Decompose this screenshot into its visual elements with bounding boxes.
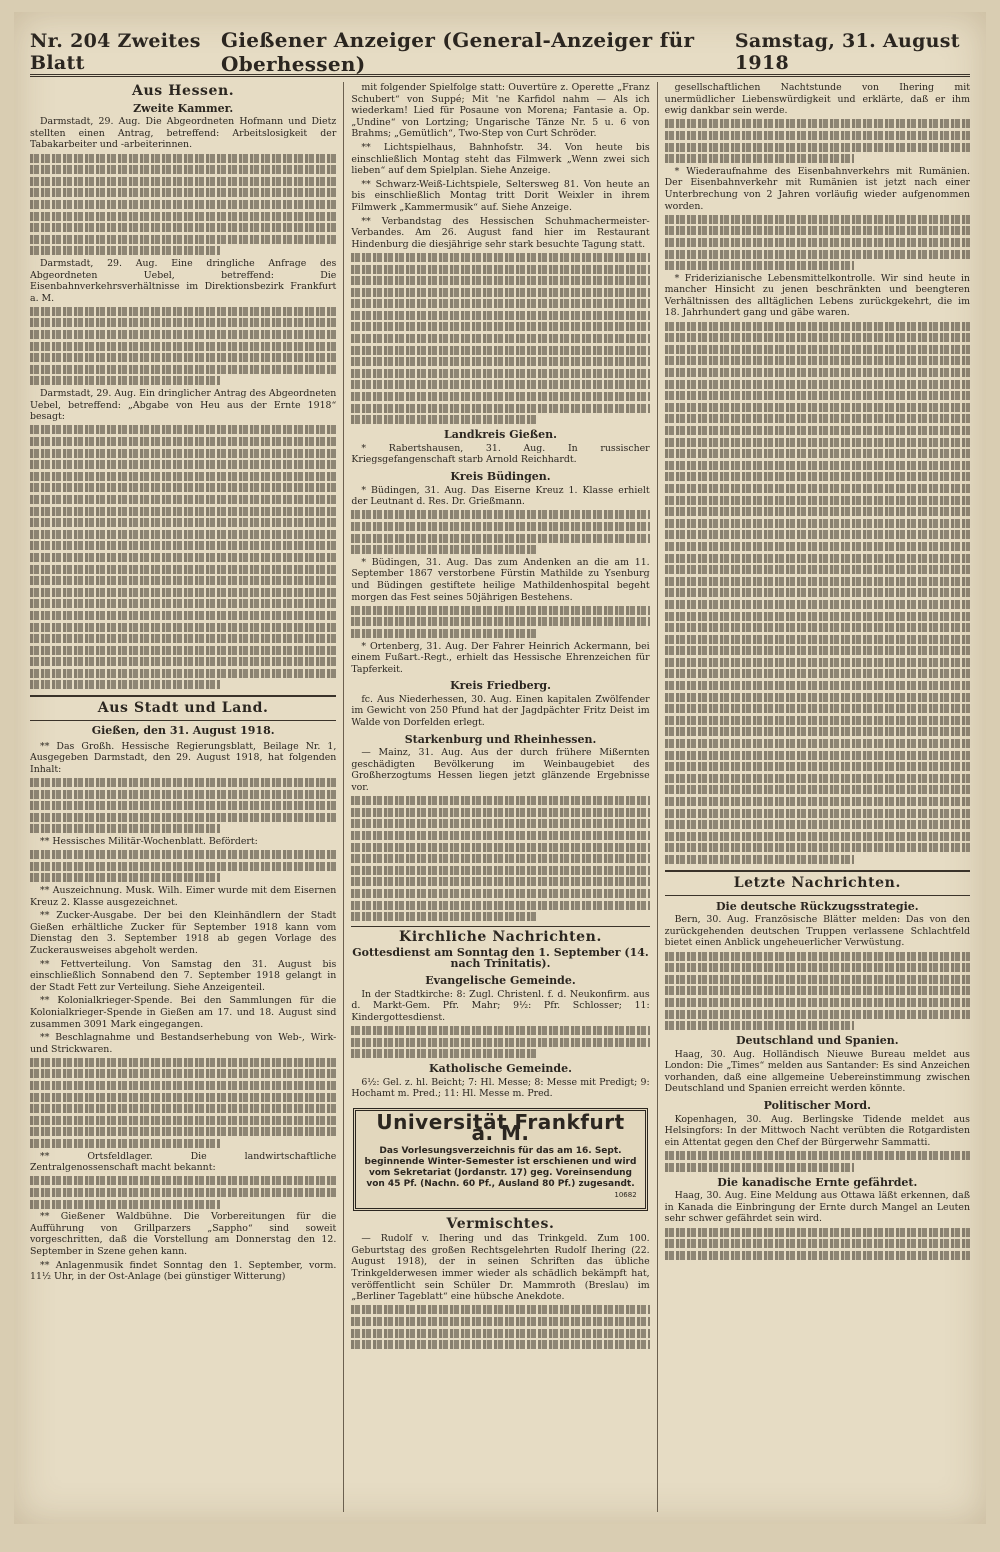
illegible-text-line (665, 1251, 970, 1260)
issue-date: Samstag, 31. August 1918 (734, 30, 960, 74)
article-paragraph: Haag, 30. Aug. Holländisch Nieuwe Bureau meldet aus London: Die „Times“ melden aus Santander: Es sind Anzeichen vorhanden, daß eine allgemeine Uebereinstimmung zwischen Deutschland und Spanien erreicht werden könnte. (664, 1048, 970, 1095)
illegible-text-line (665, 519, 970, 528)
illegible-text-line (351, 534, 649, 543)
illegible-text-line (30, 634, 336, 643)
illegible-text-line (30, 223, 336, 232)
illegible-text-line (30, 460, 336, 469)
article-paragraph: ** Kolonialkrieger-Spende. Bei den Sammlungen für die Kolonialkrieger-Spende in Gießen am 17. und 18. August sind zusammen 3091 Mark eingegangen. (30, 995, 337, 1030)
illegible-text-line (30, 200, 336, 209)
illegible-text-line (665, 154, 854, 163)
masthead (30, 30, 970, 77)
article-paragraph: ** Beschlagnahme und Bestandserhebung von Web-, Wirk- und Strickwaren. (30, 1032, 337, 1055)
illegible-text-line (30, 1058, 336, 1067)
article-paragraph: ** Anlagenmusik findet Sonntag den 1. September, vorm. 11½ Uhr, in der Ost-Anlage (bei günstiger Witterung) (30, 1259, 337, 1283)
illegible-text-line (665, 623, 970, 632)
illegible-text-line (665, 843, 970, 852)
illegible-text-line (30, 307, 336, 316)
illegible-text-line (30, 518, 336, 527)
article-paragraph: * Büdingen, 31. Aug. Das zum Andenken an die am 11. September 1867 verstorbene Fürstin Mathilde zu Ysenburg und Büdingen gestiftete heilige Mathildenhospital begeht morgen das Fest seines 50jährigen Bestehens. (351, 556, 650, 603)
illegible-text-line (30, 576, 336, 585)
section-heading-aus-stadt-und-land: Aus Stadt und Land. (97, 700, 269, 717)
illegible-text-line (351, 288, 649, 297)
advertisement-text: Das Vorlesungsverzeichnis für das am 16. Sept. beginnende Winter-Semester ist erschienen und wird vom Sekretariat (Jordanstr. 17) geg. Voreinsendung von 45 Pf. (Nachn. 60 Pf., Ausland 80 Pf.) zugesandt. (364, 1146, 637, 1190)
illegible-text-line (30, 425, 336, 434)
illegible-text-line (665, 554, 970, 563)
illegible-text-line (665, 716, 970, 725)
illegible-text-line (665, 1163, 854, 1172)
illegible-text-line (665, 704, 970, 713)
article-paragraph: Darmstadt, 29. Aug. Eine dringliche Anfrage des Abgeordneten Uebel, betreffend: Die Eisenbahnverkehrsverhältnisse im Direktionsbezirk Frankfurt a. M. (30, 257, 337, 304)
illegible-text-line (351, 357, 649, 366)
illegible-text-line (665, 333, 970, 342)
illegible-text-line (30, 530, 336, 539)
illegible-text-line (665, 751, 970, 760)
illegible-text-line (30, 1139, 220, 1148)
illegible-text-line (665, 414, 970, 423)
article-paragraph: ** Verbandstag des Hessischen Schuhmachermeister-Verbandes. Am 26. August fand hier im Restaurant Hindenburg die diesjährige sehr stark besuchte Tagung statt. (351, 215, 650, 250)
illegible-text-line (665, 461, 970, 470)
illegible-text-line (351, 617, 649, 626)
illegible-text-line (665, 646, 970, 655)
illegible-text-line (351, 866, 649, 875)
article-paragraph: ** Hessisches Militär-Wochenblatt. Befördert: (40, 836, 258, 847)
illegible-text-line (30, 1093, 336, 1102)
illegible-text-line (351, 1049, 536, 1058)
illegible-text-line (665, 1228, 970, 1237)
illegible-text-line (665, 774, 970, 783)
illegible-text-line (351, 322, 649, 331)
article-paragraph: ** Fettverteilung. Von Samstag den 31. August bis einschließlich Sonnabend den 7. September 1918 gelangt in der Stadt Fett zur Verteilung. Siehe Anzeigenteil. (30, 958, 337, 993)
illegible-text-line (30, 342, 336, 351)
article-paragraph: ** Lichtspielhaus, Bahnhofstr. 34. Von heute bis einschließlich Montag steht das Filmwerk „Wenn zwei sich lieben“ auf dem Spielplan. Siehe Anzeige. (351, 141, 650, 177)
section-heading-kirchliche-nachrichten: Kirchliche Nachrichten. (399, 929, 602, 946)
illegible-text-line (665, 542, 970, 551)
subheading-politischer-mord: Politischer Mord. (763, 1099, 871, 1113)
illegible-text-line (351, 415, 536, 424)
divider (351, 926, 649, 927)
column-1 (30, 82, 343, 1512)
article-paragraph: In der Stadtkirche: 8: Zugl. Christenl. f. d. Neukonfirm. aus d. Markt-Gem. Pfr. Mahr; 9½: Pfr. Schlosser; 11: Kindergottesdienst. (351, 988, 650, 1023)
illegible-text-line (30, 483, 336, 492)
illegible-text-line (665, 681, 970, 690)
article-paragraph: ** Ortsfeldlager. Die landwirtschaftliche Zentralgenossenschaft macht bekannt: (30, 1150, 337, 1174)
illegible-text-line (30, 611, 336, 620)
illegible-text-line (30, 246, 220, 255)
subheading-landkreis-giessen: Landkreis Gießen. (444, 428, 557, 442)
newspaper-page (14, 12, 986, 1524)
illegible-text-line (665, 855, 854, 864)
illegible-text-line (665, 345, 970, 354)
illegible-text-line (665, 449, 970, 458)
illegible-text-line (30, 507, 336, 516)
article-paragraph: Darmstadt, 29. Aug. Ein dringlicher Antrag des Abgeordneten Uebel, betreffend: „Abgabe von Heu aus der Ernte 1918“ besagt: (30, 388, 337, 423)
illegible-text-line (665, 727, 970, 736)
illegible-text-line (30, 437, 336, 446)
illegible-text-line (665, 693, 970, 702)
illegible-text-line (665, 577, 970, 586)
illegible-text-line (665, 635, 970, 644)
article-paragraph: * Rabertshausen, 31. Aug. In russischer Kriegsgefangenschaft starb Arnold Reichhardt. (351, 442, 650, 466)
newspaper-title: Gießener Anzeiger (General-Anzeiger für Oberhessen) (221, 28, 695, 76)
illegible-text-line (665, 143, 970, 152)
section-divider (665, 870, 970, 896)
subheading-rueckzugsstrategie: Die deutsche Rückzugsstrategie. (716, 899, 919, 913)
illegible-text-line (351, 510, 649, 519)
article-paragraph: ** Schwarz-Weiß-Lichtspiele, Seltersweg 81. Von heute an bis einschließlich Montag tritt Dorit Weixler in ihrem Filmwerk „Kammermusik“ auf. Siehe Anzeige. (351, 178, 650, 213)
illegible-text-line (665, 131, 970, 140)
illegible-text-line (665, 588, 970, 597)
subheading-zweite-kammer: Zweite Kammer. (133, 101, 234, 115)
illegible-text-line (30, 1081, 336, 1090)
illegible-text-line (665, 658, 970, 667)
illegible-text-line (665, 322, 970, 331)
illegible-text-line (351, 545, 536, 554)
illegible-text-line (30, 553, 336, 562)
illegible-text-line (665, 998, 970, 1007)
illegible-text-line (351, 392, 649, 401)
advertisement-title: Universität Frankfurt a. M. (376, 1109, 625, 1146)
illegible-text-line (665, 496, 970, 505)
article-paragraph: mit folgender Spielfolge statt: Ouvertüre z. Operette „Franz Schubert“ von Suppé; Mit 'ne Karfidol nahm — Als ich wiederkam! Lied für Posaune von Morena; Fantasie a. Op. „Undine“ von Lortzing; Ungarische Tänze Nr. 5 u. 6 von Brahms; „Gemütlich“, Two-Step von Curt Schröder. (351, 82, 650, 140)
illegible-text-line (665, 426, 970, 435)
illegible-text-line (351, 808, 649, 817)
illegible-text-line (665, 1021, 854, 1030)
subheading-deutschland-spanien: Deutschland und Spanien. (736, 1034, 899, 1048)
column-3 (657, 82, 970, 1512)
illegible-text-line (351, 1340, 649, 1349)
article-paragraph: — Mainz, 31. Aug. Aus der durch frühere Mißernten geschädigten Bevölkerung im Weinbaugebiet des Großherzogtums Hessen liegen jetzt glänzende Ergebnisse vor. (351, 747, 650, 794)
illegible-text-line (30, 813, 336, 822)
illegible-text-line (665, 612, 970, 621)
illegible-text-line (351, 1305, 649, 1314)
subheading-katholische-gemeinde: Katholische Gemeinde. (429, 1062, 572, 1076)
article-paragraph: * Wiederaufnahme des Eisenbahnverkehrs mit Rumänien. Der Eisenbahnverkehr mit Rumänien ist jetzt nach einer Unterbrechung von 2 Jahren vorläufig wieder aufgenommen worden. (664, 165, 970, 212)
illegible-text-line (30, 824, 220, 833)
illegible-text-line (665, 438, 970, 447)
illegible-text-line (351, 819, 649, 828)
illegible-text-line (351, 380, 649, 389)
illegible-text-line (351, 346, 649, 355)
illegible-text-line (351, 606, 649, 615)
illegible-text-line (30, 365, 336, 374)
illegible-text-line (30, 495, 336, 504)
illegible-text-line (30, 1200, 220, 1209)
illegible-text-line (30, 165, 336, 174)
illegible-text-line (351, 253, 649, 262)
illegible-text-line (30, 177, 336, 186)
illegible-text-line (665, 975, 970, 984)
service-date-line: Gottesdienst am Sonntag den 1. September (14. nach Trinitatis). (352, 945, 649, 971)
illegible-text-line (665, 952, 970, 961)
illegible-text-line (30, 376, 220, 385)
illegible-text-line (665, 669, 970, 678)
subheading-kreis-friedberg: Kreis Friedberg. (450, 679, 551, 693)
illegible-text-line (665, 484, 970, 493)
illegible-text-line (665, 226, 970, 235)
illegible-text-line (351, 1026, 649, 1035)
illegible-text-line (665, 238, 970, 247)
illegible-text-line (665, 472, 970, 481)
illegible-text-line (30, 850, 336, 859)
illegible-text-line (30, 1104, 336, 1113)
illegible-text-line (351, 334, 649, 343)
illegible-text-line (351, 1038, 649, 1047)
illegible-text-line (30, 801, 336, 810)
illegible-text-line (665, 739, 970, 748)
illegible-text-line (665, 600, 970, 609)
illegible-text-line (665, 832, 970, 841)
illegible-text-line (665, 403, 970, 412)
illegible-text-line (30, 1176, 336, 1185)
illegible-text-line (30, 623, 336, 632)
illegible-text-line (351, 831, 649, 840)
article-paragraph: 6½: Gel. z. hl. Beicht; 7: Hl. Messe; 8: Messe mit Predigt; 9: Hochamt m. Pred.; 11: Hl. Messe m. Pred. (351, 1076, 650, 1100)
illegible-text-line (30, 669, 336, 678)
article-paragraph: — Rudolf v. Ihering und das Trinkgeld. Zum 100. Geburtstag des großen Rechtsgelehrten Rudolf Ihering (22. August 1918), der in seinen Schriften das übliche Trinkgelderwesen immer wieder als schädlich bekämpft hat, veröffentlicht sein Schüler Dr. Mammroth (Breslau) im „Berliner Tageblatt“ eine hübsche Anekdote. (351, 1233, 650, 1303)
column-2 (343, 82, 656, 1512)
illegible-text-line (665, 1010, 970, 1019)
illegible-text-line (351, 843, 649, 852)
illegible-text-line (351, 912, 536, 921)
article-paragraph: Darmstadt, 29. Aug. Die Abgeordneten Hofmann und Dietz stellten einen Antrag, betreffend: Arbeitslosigkeit der Tabakarbeiter und -arbeiterinnen. (30, 116, 337, 151)
illegible-text-line (30, 154, 336, 163)
illegible-text-line (30, 873, 220, 882)
illegible-text-line (30, 1188, 336, 1197)
illegible-text-line (30, 565, 336, 574)
illegible-text-line (30, 318, 336, 327)
illegible-text-line (30, 680, 220, 689)
illegible-text-line (665, 1151, 970, 1160)
article-paragraph: Kopenhagen, 30. Aug. Berlingske Tidende meldet aus Helsingfors: In der Mittwoch Nacht verübten die Rotgardisten ein Attentat gegen den Chef der Bürgerwehr Sammatti. (664, 1113, 970, 1148)
illegible-text-line (351, 889, 649, 898)
article-paragraph: * Friderizianische Lebensmittelkontrolle. Wir sind heute in mancher Hinsicht zu jenen beschränkten und beengteren Verhältnissen des alltäglichen Lebens zurückgekehrt, die im 18. Jahrhundert gang und gäbe waren. (664, 272, 970, 319)
illegible-text-line (30, 657, 336, 666)
illegible-text-line (30, 588, 336, 597)
article-paragraph: Haag, 30. Aug. Eine Meldung aus Ottawa läßt erkennen, daß in Kanada die Einbringung der Ernte durch Mangel an Leuten sehr schwer gefährdet sein wird. (664, 1190, 970, 1225)
illegible-text-line (665, 963, 970, 972)
subheading-kreis-buedingen: Kreis Büdingen. (450, 470, 551, 483)
illegible-text-line (30, 1069, 336, 1078)
article-paragraph: * Büdingen, 31. Aug. Das Eiserne Kreuz 1. Klasse erhielt der Leutnant d. Res. Dr. Grießmann. (351, 484, 650, 508)
illegible-text-line (351, 522, 649, 531)
illegible-text-line (665, 261, 854, 270)
illegible-text-line (665, 356, 970, 365)
illegible-text-line (30, 1127, 336, 1136)
illegible-text-line (351, 311, 649, 320)
illegible-text-line (665, 820, 970, 829)
advertisement-code: 10682 (614, 1191, 637, 1200)
illegible-text-line (351, 404, 649, 413)
illegible-text-line (351, 854, 649, 863)
illegible-text-line (351, 276, 649, 285)
illegible-text-line (665, 119, 970, 128)
illegible-text-line (351, 299, 649, 308)
illegible-text-line (30, 1116, 336, 1125)
section-heading-aus-hessen: Aus Hessen. (132, 83, 235, 99)
illegible-text-line (30, 330, 336, 339)
illegible-text-line (30, 212, 336, 221)
illegible-text-line (665, 507, 970, 516)
illegible-text-line (665, 391, 970, 400)
illegible-text-line (351, 901, 649, 910)
article-paragraph: fc. Aus Niederhessen, 30. Aug. Einen kapitalen Zwölfender im Gewicht von 250 Pfund hat der Jagdpächter Fritz Deist im Walde von Dorfelden erlegt. (351, 693, 650, 729)
subheading-evangelische-gemeinde: Evangelische Gemeinde. (425, 973, 576, 987)
illegible-text-line (665, 380, 970, 389)
illegible-text-line (30, 449, 336, 458)
article-paragraph: gesellschaftlichen Nachtstunde von Ihering mit unermüdlicher Liebenswürdigkeit und erklärte, daß er ihm ewig dankbar sein werde. (664, 82, 970, 117)
article-paragraph: ** Gießener Waldbühne. Die Vorbereitungen für die Aufführung von Grillparzers „Sappho“ sind soweit vorgeschritten, daß die Vorstellung am Donnerstag den 12. September in Szene gehen kann. (30, 1211, 337, 1257)
illegible-text-line (665, 785, 970, 794)
illegible-text-line (30, 778, 336, 787)
section-heading-letzte-nachrichten: Letzte Nachrichten. (733, 874, 901, 891)
illegible-text-line (351, 1317, 649, 1326)
illegible-text-line (665, 986, 970, 995)
illegible-text-line (665, 368, 970, 377)
section-divider (30, 695, 336, 721)
article-paragraph: Bern, 30. Aug. Französische Blätter melden: Das von den zurückgehenden deutschen Truppen verlassene Schlachtfeld bietet einen Anblick ungeheuerlicher Verwüstung. (664, 914, 970, 949)
illegible-text-line (30, 862, 336, 871)
subheading-starkenburg-rheinhessen: Starkenburg und Rheinhessen. (404, 732, 597, 746)
illegible-text-line (30, 646, 336, 655)
dateline: Gießen, den 31. August 1918. (91, 724, 275, 738)
illegible-text-line (665, 530, 970, 539)
article-paragraph: ** Zucker-Ausgabe. Der bei den Kleinhändlern der Stadt Gießen erhältliche Zucker für September 1918 kann vom Dienstag den 3. September 1918 ab gegen Vorlage des Zuckerausweises abgeholt werden. (30, 910, 337, 956)
illegible-text-line (665, 762, 970, 771)
illegible-text-line (665, 250, 970, 259)
issue-number: Nr. 204 Zweites Blatt (30, 30, 201, 74)
article-paragraph: ** Das Großh. Hessische Regierungsblatt, Beilage Nr. 1, Ausgegeben Darmstadt, den 29. August 1918, hat folgenden Inhalt: (30, 740, 337, 775)
illegible-text-line (665, 565, 970, 574)
article-paragraph: * Ortenberg, 31. Aug. Der Fahrer Heinrich Ackermann, bei einem Fußart.-Regt., erhielt das Hessische Ehrenzeichen für Tapferkeit. (351, 640, 650, 675)
illegible-text-line (351, 796, 649, 805)
subheading-kanadische-ernte: Die kanadische Ernte gefährdet. (717, 1175, 918, 1189)
illegible-text-line (351, 1329, 649, 1338)
columns (30, 82, 970, 1512)
illegible-text-line (351, 877, 649, 886)
illegible-text-line (30, 599, 336, 608)
illegible-text-line (351, 265, 649, 274)
illegible-text-line (665, 809, 970, 818)
illegible-text-line (351, 629, 536, 638)
advertisement-universitaet-frankfurt (353, 1108, 647, 1211)
illegible-text-line (30, 541, 336, 550)
article-paragraph: ** Auszeichnung. Musk. Wilh. Eimer wurde mit dem Eisernen Kreuz 2. Klasse ausgezeichnet. (30, 884, 337, 908)
illegible-text-line (30, 235, 336, 244)
illegible-text-line (30, 353, 336, 362)
illegible-text-line (665, 215, 970, 224)
section-heading-vermischtes: Vermischtes. (446, 1215, 555, 1232)
illegible-text-line (351, 369, 649, 378)
illegible-text-line (30, 472, 336, 481)
illegible-text-line (30, 790, 336, 799)
illegible-text-line (30, 188, 336, 197)
illegible-text-line (665, 797, 970, 806)
illegible-text-line (665, 1239, 970, 1248)
